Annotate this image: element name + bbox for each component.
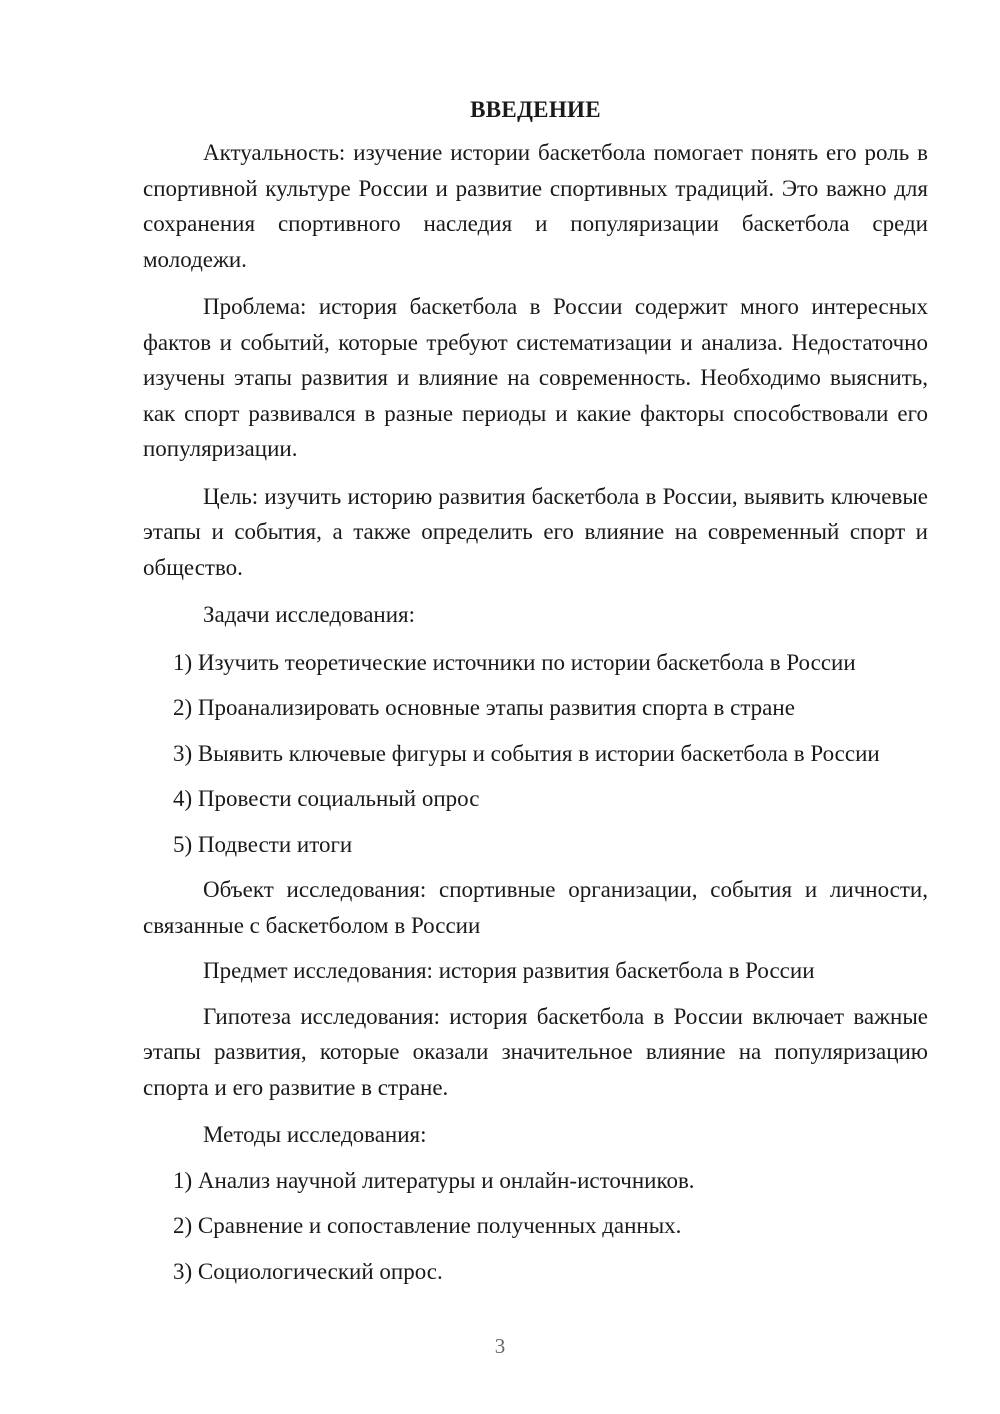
task-item: 1) Изучить теоретические источники по истории баскетбола в России [173,649,856,675]
relevance-paragraph: Актуальность: изучение истории баскетбола помогает понять его роль в спортивной культуре России и развитие спортивных традиций. Это важно для сохранения спортивного наследия и популяризации баскетбола среди молодежи. [143,140,928,272]
object-paragraph: Объект исследования: спортивные организации, события и личности, связанные с баскетболом в России [143,877,928,938]
tasks-heading: Задачи исследования: [203,602,416,627]
method-item: 3) Социологический опрос. [173,1258,443,1284]
method-item: 1) Анализ научной литературы и онлайн-источников. [173,1167,695,1193]
page-number: 3 [494,1334,506,1358]
task-item: 4) Провести социальный опрос [173,786,480,811]
methods-heading: Методы исследования: [203,1122,427,1147]
document-page [143,92,928,1289]
task-item: 2) Проанализировать основные этапы развития спорта в стране [173,695,795,720]
problem-paragraph: Проблема: история баскетбола в России содержит много интересных фактов и событий, которые требуют систематизации и анализа. Недостаточно изучены этапы развития и влияние на современность. Необходимо выяснить, как спорт развивался в разные периоды и какие факторы способствовали его популяризации. [143,294,928,461]
task-item: 5) Подвести итоги [173,831,353,857]
page-title: ВВЕДЕНИЕ [470,97,601,122]
method-item: 2) Сравнение и сопоставление полученных данных. [173,1213,682,1238]
goal-paragraph: Цель: изучить историю развития баскетбола в России, выявить ключевые этапы и события, а также определить его влияние на современный спорт и общество. [143,483,928,580]
subject-paragraph: Предмет исследования: история развития баскетбола в России [203,958,815,983]
task-item: 3) Выявить ключевые фигуры и события в истории баскетбола в России [173,740,880,766]
hypothesis-paragraph: Гипотеза исследования: история баскетбола в России включает важные этапы развития, которые оказали значительное влияние на популяризацию спорта и его развитие в стране. [143,1003,928,1100]
